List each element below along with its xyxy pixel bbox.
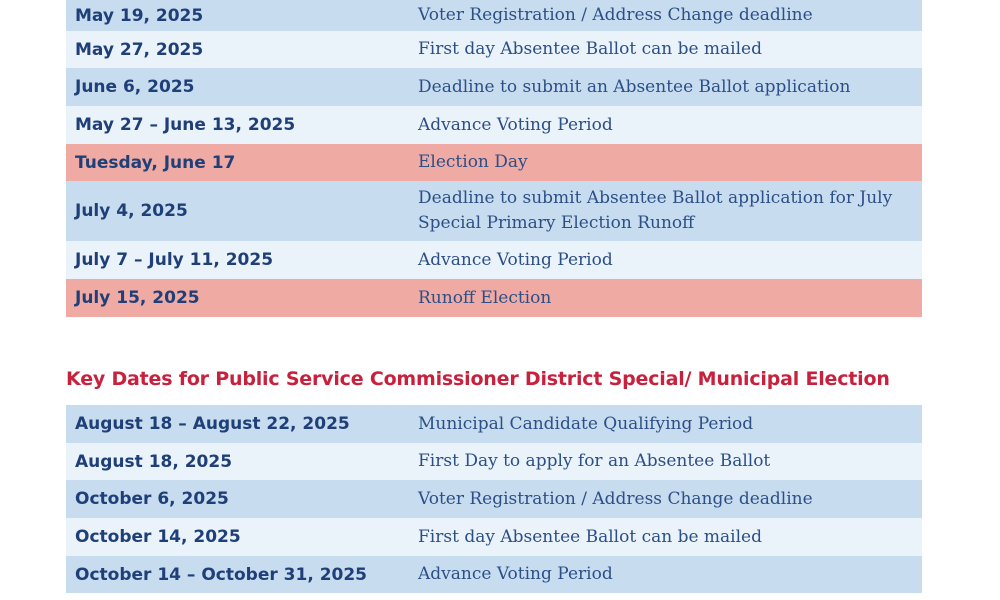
row-event: Municipal Candidate Qualifying Period (418, 413, 754, 434)
section-heading: Key Dates for Public Service Commissioner District Special/ Municipal Election (66, 368, 890, 390)
row-date: June 6, 2025 (75, 77, 195, 97)
row-date: May 19, 2025 (75, 5, 204, 26)
row-event: First day Absentee Ballot can be mailed (418, 39, 762, 59)
table-row (66, 443, 922, 480)
table-row (66, 0, 922, 31)
table-row (66, 106, 922, 144)
row-event: First day Absentee Ballot can be mailed (418, 526, 762, 547)
table-row (66, 556, 922, 593)
table-row (66, 241, 922, 279)
row-event: Advance Voting Period (418, 564, 613, 584)
row-date: Tuesday, June 17 (75, 152, 236, 173)
row-date: October 14, 2025 (75, 527, 241, 547)
row-event: Advance Voting Period (418, 114, 613, 135)
row-date: October 6, 2025 (75, 489, 229, 509)
table-row (66, 31, 922, 68)
table-row (66, 181, 922, 241)
table-row (66, 405, 922, 443)
row-event: Runoff Election (418, 287, 552, 308)
row-date: October 14 – October 31, 2025 (75, 564, 368, 585)
primary-election-dates-table (66, 0, 922, 317)
row-event: Deadline to submit Absentee Ballot application for July Special Primary Election Runoff (418, 188, 893, 233)
row-event: Voter Registration / Address Change deadline (418, 5, 813, 25)
row-date: July 15, 2025 (75, 288, 200, 308)
table-row (66, 518, 922, 556)
table-row (66, 480, 922, 518)
row-date: May 27, 2025 (75, 39, 204, 60)
table-row-election-day (66, 144, 922, 181)
row-date: August 18, 2025 (75, 451, 233, 472)
row-date: May 27 – June 13, 2025 (75, 115, 296, 135)
table-row (66, 68, 922, 106)
row-event: Election Day (418, 152, 528, 172)
row-event: Advance Voting Period (418, 249, 613, 270)
table-row-runoff-election (66, 279, 922, 317)
row-date: July 7 – July 11, 2025 (75, 250, 274, 270)
row-event: Deadline to submit an Absentee Ballot application (418, 76, 851, 97)
row-date: July 4, 2025 (75, 201, 188, 221)
row-event: Voter Registration / Address Change deadline (418, 488, 813, 509)
row-date: August 18 – August 22, 2025 (75, 414, 350, 434)
row-event: First Day to apply for an Absentee Ballot (418, 451, 771, 471)
municipal-election-dates-table (66, 405, 922, 593)
